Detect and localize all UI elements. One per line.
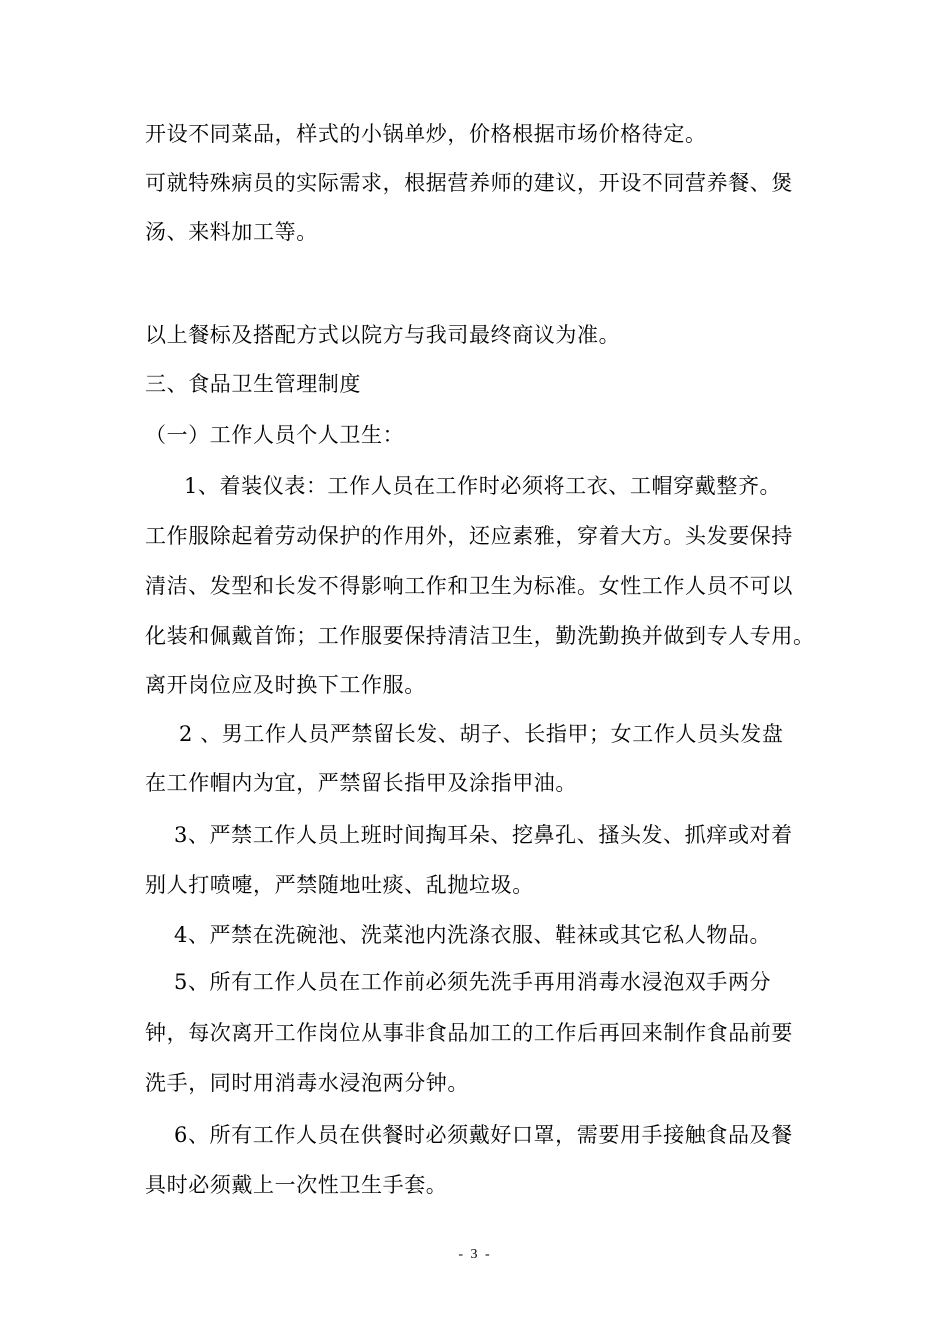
section-heading: 三、食品卫生管理制度 — [145, 372, 361, 396]
text-line: 钟，每次离开工作岗位从事非食品加工的工作后再回来制作食品前要 — [145, 1021, 793, 1045]
text-line: 清洁、发型和长发不得影响工作和卫生为标准。女性工作人员不可以 — [145, 574, 793, 598]
text-line: 离开岗位应及时换下工作服。 — [145, 673, 426, 697]
text-line: 可就特殊病员的实际需求，根据营养师的建议，开设不同营养餐、煲 — [145, 171, 793, 195]
text-line: 2 、男工作人员严禁留长发、胡子、长指甲；女工作人员头发盘 — [179, 722, 784, 746]
text-line: 4、严禁在洗碗池、洗菜池内洗涤衣服、鞋袜或其它私人物品。 — [174, 923, 772, 947]
subsection-heading: （一）工作人员个人卫生： — [145, 423, 405, 447]
text-line: 5、所有工作人员在工作前必须先洗手再用消毒水浸泡双手两分 — [174, 970, 772, 994]
text-line: 开设不同菜品，样式的小锅单炒，价格根据市场价格待定。 — [145, 122, 707, 146]
text-line: 具时必须戴上一次性卫生手套。 — [145, 1173, 448, 1197]
text-line: 化装和佩戴首饰；工作服要保持清洁卫生，勤洗勤换并做到专人专用。 — [145, 624, 815, 648]
text-line: 在工作帽内为宜，严禁留长指甲及涂指甲油。 — [145, 771, 577, 795]
page-number: - 3 - — [458, 1247, 492, 1262]
text-line: 别人打喷嚏，严禁随地吐痰、乱抛垃圾。 — [145, 873, 534, 897]
text-line: 3、严禁工作人员上班时间掏耳朵、挖鼻孔、搔头发、抓痒或对着 — [174, 823, 793, 847]
text-line: 洗手，同时用消毒水浸泡两分钟。 — [145, 1071, 469, 1095]
text-line: 6、所有工作人员在供餐时必须戴好口罩，需要用手接触食品及餐 — [174, 1123, 793, 1147]
text-line: 工作服除起着劳动保护的作用外，还应素雅，穿着大方。头发要保持 — [145, 524, 793, 548]
text-line: 1、着装仪表：工作人员在工作时必须将工衣、工帽穿戴整齐。 — [184, 474, 782, 498]
text-line: 汤、来料加工等。 — [145, 220, 318, 244]
text-line: 以上餐标及搭配方式以院方与我司最终商议为准。 — [145, 323, 621, 347]
